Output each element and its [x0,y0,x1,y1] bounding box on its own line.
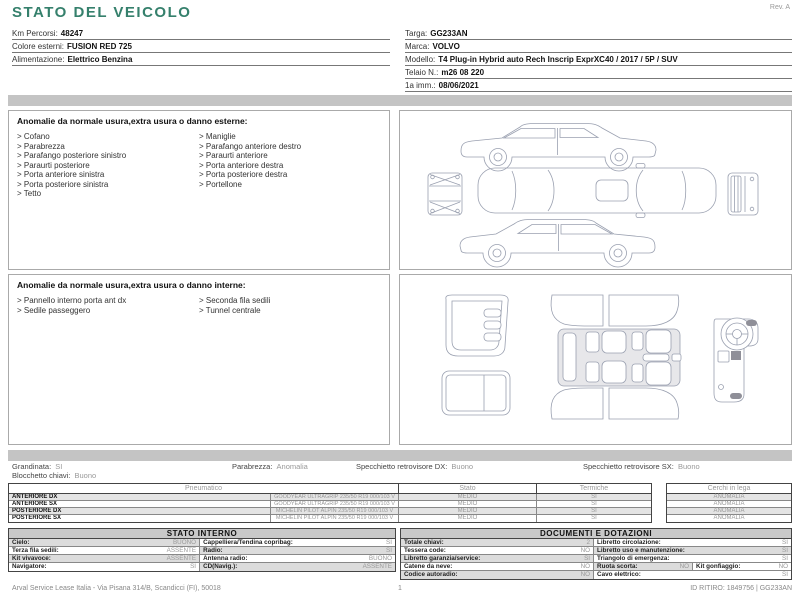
kv-table-row [9,547,395,555]
kv-value: SI [190,563,197,570]
kv-cell [9,555,200,562]
summary-label: Specchietto retrovisore SX: [583,462,674,471]
kv-value: ASSENTE [166,547,197,554]
car-front-view [428,173,462,215]
kv-cell [693,563,791,570]
kv-cell [200,547,395,554]
interior-views-diagram [400,275,791,444]
kv-label: Kit vivavoce: [12,555,51,562]
kv-value: ASSENTE [166,555,197,562]
stato-interno-title: STATO INTERNO [9,529,395,539]
cerchi-value: ANOMALIA [667,501,791,508]
tire-name: MICHELIN PILOT ALPIN 235/50 R19 000/103 V [271,508,399,514]
damage-dot [449,195,455,201]
trunk-open-view [446,295,508,356]
damage-dot [563,173,569,179]
section-divider-bar [8,95,792,106]
kv-cell [9,563,200,571]
anomaly-item: > Portellone [199,179,242,189]
damage-dot [589,142,595,148]
anomaly-item: > Parabrezza [17,141,65,151]
cerchi-in-lega-table [666,483,792,523]
column-header-cerchi: Cerchi in lega [667,484,791,494]
summary-value: Anomalia [276,462,308,471]
car-side-view-top [461,124,656,172]
cabin-top-view [551,295,681,419]
kv-value: NO [580,547,591,554]
kv-label: Catene da neve: [404,563,453,570]
kv-cell [594,547,791,554]
summary-specchietto-dx [356,462,473,471]
kv-label: CD(Navig.): [203,563,238,570]
damage-dot [502,234,508,240]
summary-label: Specchietto retrovisore DX: [356,462,448,471]
tire-position: POSTERIORE SX [9,515,271,522]
kv-value: NO [580,571,591,578]
kv-cell [401,563,594,570]
field-label: Alimentazione: [12,54,65,64]
anomaly-item: > Porta anteriore sinistra [17,170,105,179]
summary-parabrezza [232,462,308,471]
kv-label: Totale chiavi: [404,539,444,546]
anomaly-item: > Cofano [17,132,50,141]
internal-anomalies-heading: Anomalie da normale usura,extra usura o danno interne: [17,280,246,290]
tire-table-header [9,484,651,494]
stato-interno-table [8,528,396,572]
kv-label: Antenna radio: [203,555,248,562]
footer-company: Arval Service Lease Italia - Via Pisana 314/B, Scandicci (FI), 50018 [12,585,221,592]
anomaly-item: > Paraurti posteriore [17,160,90,170]
external-damage-dots [449,132,747,240]
field-label: Modello: [405,54,436,64]
kv-label: Navigatore: [12,563,47,570]
field-prima-immatricolazione [405,79,792,92]
kv-value: BUONO [368,555,392,562]
kv-table-row [401,547,791,555]
kv-label: Cavo elettrico: [597,571,641,578]
field-telaio [405,66,792,79]
damage-dot [511,147,517,153]
damage-dot [649,144,655,150]
kv-cell [200,563,395,571]
summary-grandinata [12,462,62,471]
tire-termiche: SI [591,494,597,500]
anomaly-item: > Pannello interno porta ant dx [17,296,127,305]
kv-table-row [9,563,395,571]
tire-table-body [9,494,651,522]
kv-label: Libretto uso e manutenzione: [597,547,685,554]
cerchi-value: ANOMALIA [713,515,745,521]
kv-value: SI [584,555,591,562]
damage-dot [489,132,495,138]
summary-value: SI [55,462,63,471]
external-anomalies-col2 [199,132,381,199]
tire-position: POSTERIORE DX [9,508,271,514]
field-colore-esterni [12,40,390,53]
anomaly-item: > Parafango anteriore destro [199,141,302,151]
damage-dot [642,186,648,192]
footer-id-ritiro: ID RITIRO: 1849756 | GG233AN [690,585,792,592]
field-label: Marca: [405,41,430,51]
damage-dot [669,223,675,229]
kv-table-row [401,539,791,547]
tire-termiche: SI [591,501,597,507]
kv-label: Libretto garanzia/service: [404,555,481,562]
kv-cell [200,555,395,562]
cargo-area-view [442,371,510,415]
field-marca [405,40,792,53]
damage-dot [608,170,614,176]
external-anomalies-lists [17,132,381,199]
anomaly-item: > Parafango posteriore sinistro [17,151,127,160]
kv-label: Codice autoradio: [404,571,458,578]
cerchi-table-body [667,494,791,522]
column-header-termiche: Termiche [579,485,609,492]
column-header-pneumatico: Pneumatico [9,484,399,493]
kv-label: Kit gonfiaggio: [696,563,741,570]
documenti-dotazioni-body [401,539,791,579]
kv-value: SI [386,547,392,554]
vehicle-info-left [12,27,390,66]
field-value: 08/06/2021 [438,80,479,90]
tire-table [8,483,652,523]
kv-cell [594,563,693,570]
internal-anomalies-col1 [17,296,199,315]
damage-dot [539,224,545,230]
damage-dot [611,194,617,200]
summary-value: Buono [74,471,97,480]
damage-dot [539,216,545,222]
kv-table-row [401,571,791,579]
kv-cell [594,571,791,579]
internal-anomalies-lists [17,296,381,315]
external-anomalies-heading: Anomalie da normale usura,extra usura o danno esterne: [17,116,248,126]
field-label: Colore esterni: [12,41,65,51]
damage-dot [680,225,686,231]
footer-page-number: 1 [398,585,402,592]
field-alimentazione [12,53,390,66]
tire-name: GOODYEAR ULTRAGRIP 235/50 R19 000/103 V [271,494,399,500]
summary-specchietto-sx [583,462,700,471]
kv-value: SI [386,539,392,546]
tire-stato: MEDIO [399,508,537,514]
documenti-dotazioni-title: DOCUMENTI E DOTAZIONI [401,529,791,539]
external-anomalies-box [8,110,390,270]
tire-position: ANTERIORE SX [9,501,271,507]
kv-table-row [9,539,395,547]
field-modello [405,53,792,66]
field-targa [405,27,792,40]
damage-dot [478,181,484,187]
kv-label: Cappelliera/Tendina copribag: [203,539,293,546]
damage-dot [511,230,517,236]
kv-table-row [9,555,395,563]
tire-table-row [9,501,651,508]
kv-value: 2 [586,539,591,546]
kv-value: NO [679,563,690,570]
tire-name: GOODYEAR ULTRAGRIP 235/50 R19 000/103 V [271,501,399,507]
external-car-views-diagram [400,111,791,269]
revision-label: Rev. A [769,4,790,11]
kv-cell [401,547,594,554]
internal-damage-diagram-box [399,274,792,445]
kv-value: SI [782,571,788,578]
section-divider-bar [8,450,792,461]
damage-dot [670,180,676,186]
tire-stato: MEDIO [399,515,537,522]
anomaly-item: > Tetto [17,189,42,198]
kv-value: SI [782,547,788,554]
tire-table-row [9,494,651,501]
tire-position: ANTERIORE DX [9,494,271,500]
vehicle-info-right [405,27,792,92]
anomaly-item: > Sedile passeggero [17,305,91,315]
summary-blocchetto-chiavi [12,471,96,480]
anomaly-item: > Seconda fila sedili [199,296,271,305]
summary-label: Parabrezza: [232,462,273,471]
dashboard-view [714,318,758,402]
cerchi-value: ANOMALIA [667,494,791,501]
cerchi-value: ANOMALIA [667,508,791,515]
field-value: FUSION RED 725 [67,41,132,51]
kv-value: SI [782,539,788,546]
kv-value: NO [778,563,789,570]
damage-dot [590,234,596,240]
field-value: T4 Plug-in Hybrid auto Rech Inscrip ExprXC40 / 2017 / 5P / SUV [438,54,678,64]
field-value: Elettrico Benzina [67,54,133,64]
car-top-view [478,164,716,218]
field-value: GG233AN [430,28,468,38]
field-value: VOLVO [432,41,460,51]
kv-value: SI [782,555,788,562]
kv-cell [200,539,395,546]
tire-stato: MEDIO [399,494,537,500]
field-label: Telaio N.: [405,67,439,77]
kv-table-row [401,563,791,571]
summary-label: Grandinata: [12,462,52,471]
kv-cell [594,555,791,562]
page-title: STATO DEL VEICOLO [12,4,192,21]
damage-dot [579,140,585,146]
anomaly-item: > Porta anteriore destra [199,160,284,170]
tire-table-row [9,515,651,522]
field-label: Km Percorsi: [12,28,58,38]
kv-label: Radio: [203,547,223,554]
kv-cell [401,555,594,562]
external-anomalies-col1 [17,132,199,199]
summary-value: Buono [451,462,474,471]
documenti-dotazioni-table [400,528,792,580]
stato-interno-body [9,539,395,571]
external-damage-diagram-box [399,110,792,270]
field-label: 1a imm.: [405,80,436,90]
tire-stato: MEDIO [399,501,537,507]
kv-cell [401,539,594,546]
damage-dot [701,180,707,186]
kv-value: ASSENTE [362,563,392,570]
field-value: m26 08 220 [441,67,485,77]
kv-cell [9,547,200,554]
kv-label: Terza fila sedili: [12,547,59,554]
anomaly-item: > Tunnel centrale [199,305,261,315]
field-km-percorsi [12,27,390,40]
summary-label: Blocchetto chiavi: [12,471,71,480]
anomaly-item: > Porta posteriore destra [199,170,288,179]
field-value: 48247 [60,28,84,38]
kv-cell [594,539,791,546]
damage-dot [664,188,670,194]
anomaly-item: > Porta posteriore sinistra [17,179,109,189]
internal-anomalies-box [8,274,390,445]
tire-table-row [9,508,651,515]
tire-termiche: SI [591,508,597,514]
anomaly-item: > Paraurti anteriore [199,151,268,160]
column-header-stato: Stato [399,484,537,493]
kv-value: NO [580,563,591,570]
car-rear-view [728,173,758,215]
kv-table-row [401,555,791,563]
damage-dot [741,184,747,190]
damage-dot [558,191,564,197]
car-side-view-bottom [460,220,655,268]
kv-label: Triangolo di emergenza: [597,555,670,562]
damage-dot [512,228,518,234]
kv-cell [401,571,594,579]
kv-value: BUONO [172,539,197,546]
field-label: Targa: [405,28,428,38]
tire-name: MICHELIN PILOT ALPIN 235/50 R19 000/103 V [271,515,399,522]
kv-label: Ruota scorta: [597,563,638,570]
damage-dot [684,192,690,198]
internal-anomalies-col2 [199,296,381,315]
summary-value: Buono [677,462,700,471]
tire-termiche: SI [591,515,597,521]
kv-cell [9,539,200,546]
kv-label: Cielo: [12,539,30,546]
kv-label: Libretto circolazione: [597,539,661,546]
kv-label: Tessera code: [404,547,446,554]
anomaly-item: > Maniglie [199,132,236,141]
